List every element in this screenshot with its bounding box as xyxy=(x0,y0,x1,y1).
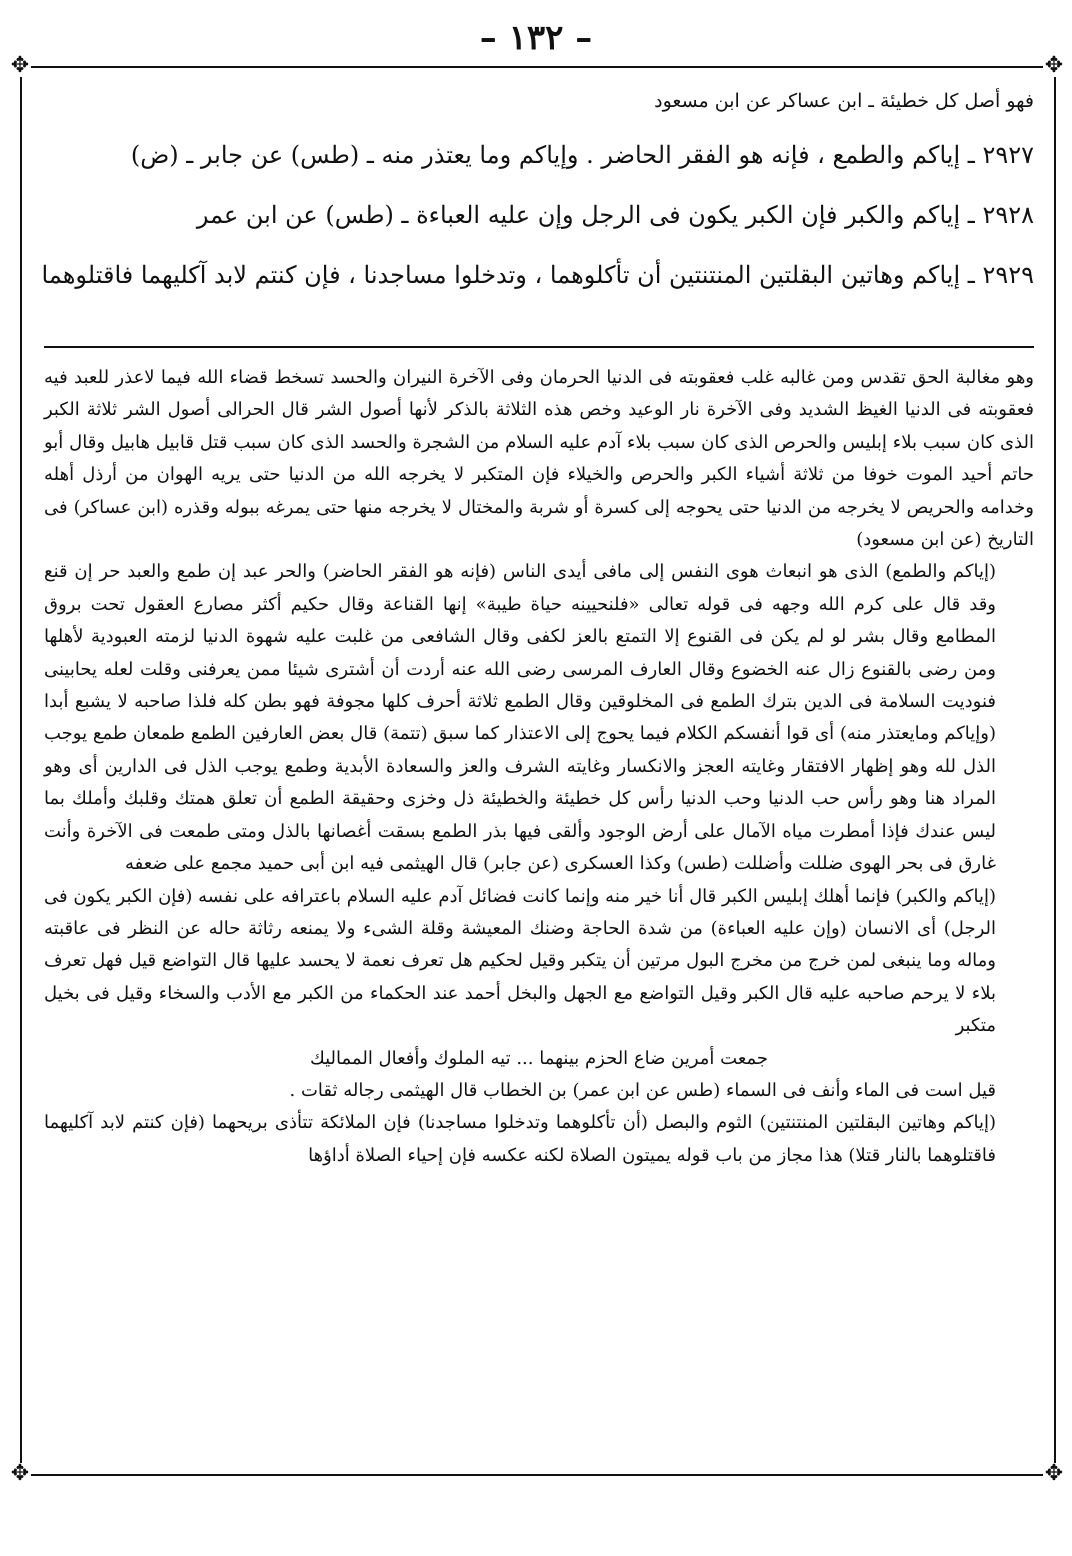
hadith-line: فهو أصل كل خطيئة ـ ابن عساكر عن ابن مسعود xyxy=(654,90,1034,112)
corner-ornament-icon: ✥ xyxy=(1044,1461,1064,1486)
frame-border-left xyxy=(20,66,22,1474)
frame-border-right xyxy=(1054,66,1056,1474)
commentary-paragraph: (إياكم والكبر) فإنما أهلك إبليس الكبر قال أنا خير منه وإنما كانت فضائل آدم عليه السلام باعترافه على نفسه (فإن الكبر يكون فى الرجل) أى الانسان (وإن عليه العباءة) من شدة الحاجة وضنك المعيشة وقلة الشىء ولا يمنعه رثاثة حاله عن النظر فى عاقبته وماله وما ينبغى لمن خرج من مخرج البول مرتين أن يتكبر وقيل لحكيم هل تعرف نعمة لا يحسد عليها قال التواضع قيل فهل تعرف بلاء لا يرحم صاحبه عليه قال الكبر وقيل التواضع مع الجهل والبخل أحمد عند الحكماء من الكبر مع الأدب والسخاء وقيل فى بخيل متكبر xyxy=(44,885,996,1037)
hadith-line: ٢٩٢٩ ـ إياكم وهاتين البقلتين المنتنتين أن تأكلوهما ، وتدخلوا مساجدنا ، فإن كنتم لابد آكليهما فاقتلوهما xyxy=(41,261,1034,289)
frame-border-top xyxy=(20,66,1056,68)
commentary-paragraph: (إياكم وهاتين البقلتين المنتنتين) الثوم والبصل (أن تأكلوهما وتدخلوا مساجدنا) فإن الملائكة تتأذى بريحهما (فإن كنتم لابد آكليهما فاقتلوهما بالنار قتلا) هذا مجاز من باب قوله يميتون الصلاة لكنه عكسه فإن إحياء الصلاة أداؤها xyxy=(44,1112,996,1166)
commentary-paragraph: قيل است فى الماء وأنف فى السماء (طس عن ابن عمر) بن الخطاب قال الهيثمى رجاله ثقات . xyxy=(289,1079,996,1101)
commentary-block xyxy=(44,362,1034,1172)
hadith-text-block xyxy=(41,84,1034,318)
corner-ornament-icon: ✥ xyxy=(10,1461,30,1486)
section-divider xyxy=(44,346,1034,348)
hadith-line: ٢٩٢٧ ـ إياكم والطمع ، فإنه هو الفقر الحاضر . وإياكم وما يعتذر منه ـ (طس) عن جابر ـ (ض) xyxy=(130,141,1034,169)
corner-ornament-icon: ✥ xyxy=(1044,53,1064,78)
commentary-paragraph: وهو مغالبة الحق تقدس ومن غالبه غلب فعقوبته فى الدنيا الحرمان وفى الآخرة النيران والحسد تسخط قضاء الله فيما لاعذر للعبد فيه فعقوبته فى الدنيا الغيظ الشديد وفى الآخرة نار الوعيد وخص هذه الثلاثة بالذكر لأنها أصول الشر قال الحرالى أصول الشر ثلاثة الكبر الذى كان سبب بلاء إبليس والحرص الذى كان سبب بلاء آدم عليه السلام من الشجرة والحسد الذى كان سبب قتل قابيل هابيل وقال أبو حاتم أحيد الموت خوفا من ثلاثة أشياء الكبر والحرص والخيلاء فإن المتكبر لا يخرجه الله من الدنيا حتى يريه الهوان من أرذل أهله وخدامه والحريص لا يخرجه من الدنيا حتى يحوجه إلى كسرة أو شربة والمختال لا يخرجه منها حتى يمرغه ببوله وقذره (ابن عساكر) فى التاريخ (عن ابن مسعود) xyxy=(44,367,1035,551)
corner-ornament-icon: ✥ xyxy=(10,53,30,78)
page-number: – ١٣٢ – xyxy=(479,18,593,58)
frame-border-bottom xyxy=(20,1474,1056,1476)
commentary-paragraph: (إياكم والطمع) الذى هو انبعاث هوى النفس إلى مافى أيدى الناس (فإنه هو الفقر الحاضر) والحر عبد إن طمع والعبد حر إن قنع وقد قال على كرم الله وجهه فى قوله تعالى «فلنحيينه حياة طيبة» إنها القناعة وقال حكيم أكثر مصارع العقول تحت بروق المطامع وقال بشر لو لم يكن فى القنوع إلا التمتع بالعز لكفى وقال الشافعى من غلبت عليه شهوة الدنيا لزمته العبودية لأهلها ومن رضى بالقنوع زال عنه الخضوع وقال العارف المرسى رضى الله عنه أردت أن أشترى شيئا ممن يعرفنى وقلت لعله يحابينى فنوديت السلامة فى الدين بترك الطمع فى المخلوقين وقال الطمع ثلاثة أحرف كلها مجوفة فهو بطن كله فلذا صاحبه لا يشبع أبدا (وإياكم ومايعتذر منه) أى قوا أنفسكم الكلام فيما يحوج إلى الاعتذار كما سبق (تتمة) قال بعض العارفين الطمع طمعان طمع يوجب الذل لله وهو إظهار الافتقار وغايته العجز والانكسار وغايته الشرف والعز والسعادة الأبدية وطمع يوجب الذل فى الدارين أى وهو المراد هنا وهو رأس حب الدنيا وحب الدنيا رأس كل خطيئة والخطيئة ذل وخزى وحقيقة الطمع أن تعلق همتك وقلبك وأملك بما ليس عندك فإذا أمطرت مياه الآمال على أرض الوجود وألقى فيها بذر الطمع بسقت أغصانها بالذل ومتى طمعت فى الآخرة وأنت غارق فى بحر الهوى ضللت وأضللت (طس) وكذا العسكرى (عن جابر) قال الهيثمى فيه ابن أبى حميد مجمع على ضعفه xyxy=(44,561,996,875)
poetry-verse: جمعت أمرين ضاع الحزم بينهما ... تيه الملوك وأفعال المماليك xyxy=(309,1047,769,1069)
hadith-line: ٢٩٢٨ ـ إياكم والكبر فإن الكبر يكون فى الرجل وإن عليه العباءة ـ (طس) عن ابن عمر xyxy=(196,201,1034,229)
